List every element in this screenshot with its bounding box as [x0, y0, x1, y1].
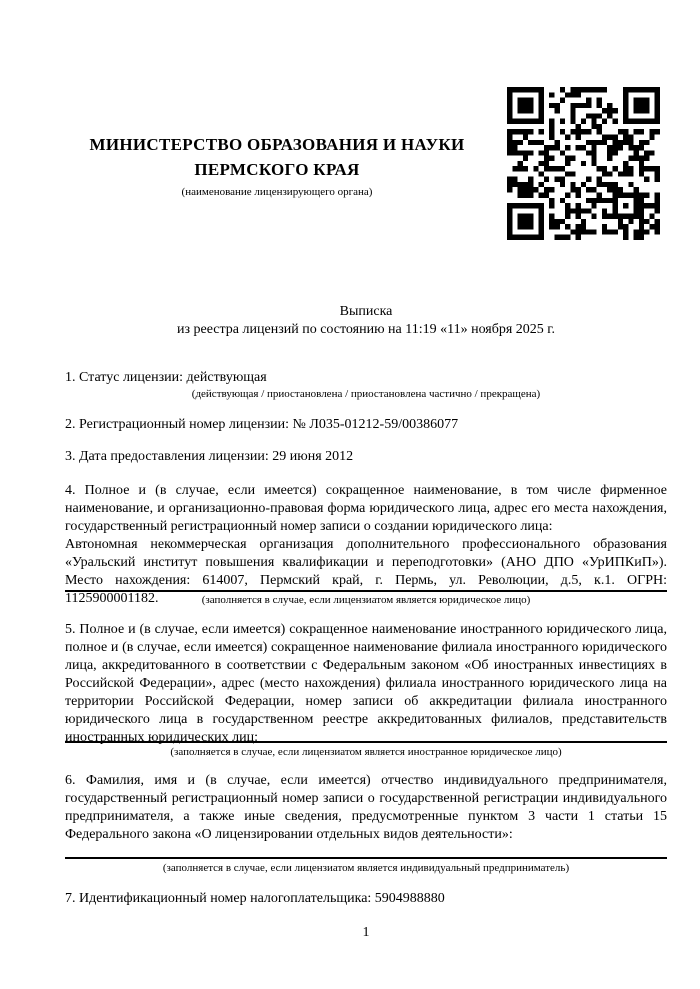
foreign-entity-label: 5. Полное и (в случае, если имеется) сокращенное наименование иностранного юридического лица, полное и (в случае, если имеется) сокращенное наименование филиала иностранного юридического лица, аккредитованного в соответствии с Федеральным законом «Об иностранных инвестициях в Российской Федерации», адрес (место нахождения) филиала иностранного юридического лица на территории Российской Федерации, номер записи об аккредитации филиала иностранного юридического лица в государственном реестре аккредитованных филиалов, представительств иностранных юридических лиц:: [65, 622, 667, 745]
individual-entrepreneur-label: 6. Фамилия, имя и (в случае, если имеется) отчество индивидуального предпринимателя, государственный регистрационный номер записи о государственной регистрации индивидуального предпринимателя, а также иные сведения, предусмотренные пунктом 3 части 1 статьи 15 Федерального закона «О лицензировании отдельных видов деятельности»:: [65, 773, 667, 842]
divider-foreign-entity: [65, 741, 667, 743]
registration-number-text: 2. Регистрационный номер лицензии: № Л035-01212-59/00386077: [65, 417, 459, 432]
ministry-name-line2: ПЕРМСКОГО КРАЯ: [194, 160, 360, 179]
foreign-entity-note: (заполняется в случае, если лицензиатом является иностранное юридическое лицо): [170, 746, 562, 758]
section-foreign-entity: [65, 621, 667, 747]
section-individual-entrepreneur: [65, 772, 667, 844]
ministry-caption: (наименование лицензирующего органа): [181, 186, 373, 198]
ministry-name-line1: МИНИСТЕРСТВО ОБРАЗОВАНИЯ И НАУКИ: [89, 135, 465, 154]
divider-legal-entity: [65, 590, 667, 592]
legal-entity-note: (заполняется в случае, если лицензиатом является юридическое лицо): [201, 594, 531, 606]
title-line2: из реестра лицензий по состоянию на 11:19 «11» ноября 2025 г.: [177, 322, 555, 337]
grant-date-text: 3. Дата предоставления лицензии: 29 июня 2012: [65, 449, 354, 464]
legal-entity-value: Автономная некоммерческая организация дополнительного профессионального образования «Уральский институт повышения квалификации и переподготовки» (АНО ДПО «УрИПКиП»). Место нахождения: 614007, Пермский край, г. Пермь, ул. Революции, д.5, к.1. ОГРН: 1125900001182.: [65, 537, 667, 606]
license-status-text: 1. Статус лицензии: действующая: [65, 370, 267, 385]
document-title: [65, 303, 667, 339]
licensing-authority-block: [37, 132, 517, 199]
inn-text: 7. Идентификационный номер налогоплательщика: 5904988880: [65, 891, 445, 906]
section-grant-date: [65, 448, 667, 466]
title-line1: Выписка: [339, 304, 393, 319]
section-license-status: [65, 369, 667, 387]
qr-code-icon: [507, 87, 660, 240]
section-registration-number: [65, 416, 667, 434]
page-number: 1: [362, 925, 370, 940]
divider-individual-entrepreneur: [65, 857, 667, 859]
license-status-options-note: (действующая / приостановлена / приостановлена частично / прекращена): [191, 388, 541, 400]
legal-entity-label: 4. Полное и (в случае, если имеется) сокращенное наименование, в том числе фирменное наименование, и организационно-правовая форма юридического лица, адрес его места нахождения, государственный регистрационный номер записи о создании юридического лица:: [65, 483, 667, 534]
individual-entrepreneur-note: (заполняется в случае, если лицензиатом является индивидуальный предприниматель): [162, 862, 570, 874]
section-inn: [65, 890, 667, 908]
